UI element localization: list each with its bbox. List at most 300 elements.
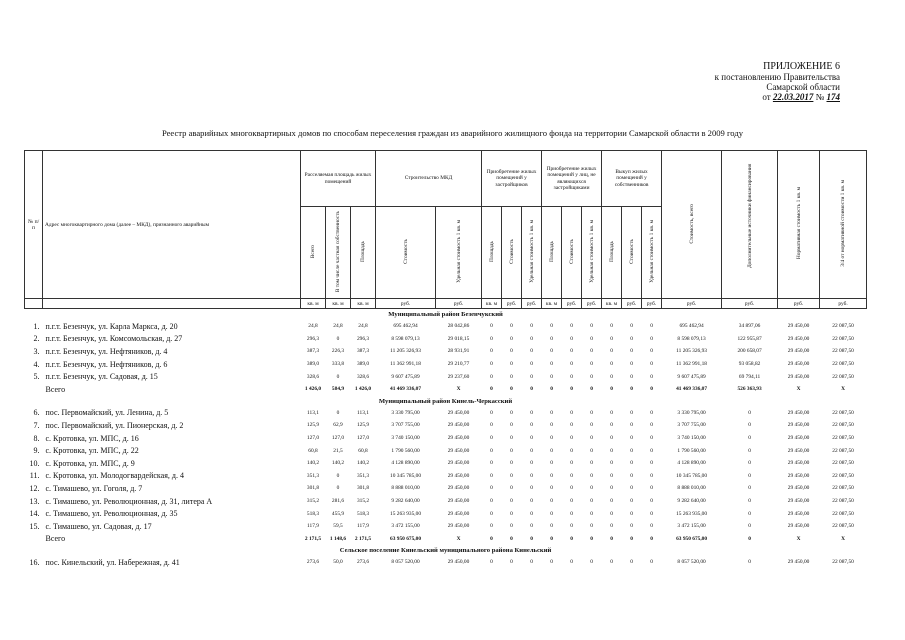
row-number: 8. [33, 433, 40, 443]
total-value: 0 [490, 386, 493, 393]
row-value: 0 [490, 485, 493, 492]
row-value: 0 [570, 498, 573, 505]
row-value: 0 [490, 559, 493, 566]
row-value: 127,0 [356, 435, 370, 442]
row-value: 29 237,60 [447, 373, 470, 380]
header-three-quarter: 3/4 от нормативной стоимости 1 кв. м [820, 151, 867, 299]
row-value: 0 [550, 510, 553, 517]
row-address: пос. Кинельский, ул. Набережная, д. 41 [45, 557, 180, 567]
units-blank [25, 299, 43, 309]
row-value: 0 [510, 435, 513, 442]
unit-cell: руб. [502, 299, 522, 309]
table-row [25, 520, 867, 533]
row-value: 0 [570, 373, 573, 380]
row-value: 127,0 [306, 435, 320, 442]
row-address: с. Кротовка, ул. Молодогвардейская, д. 4 [45, 471, 184, 481]
row-number: 14. [29, 509, 40, 519]
row-number: 2. [33, 334, 40, 344]
header-group-buyout: Выкуп жилых помещений у собственников [602, 151, 662, 207]
row-value: 0 [610, 498, 613, 505]
row-value: 22 087,50 [832, 472, 854, 479]
row-value: 1 790 560,00 [677, 447, 706, 454]
row-value: 0 [550, 335, 553, 342]
total-row [25, 533, 867, 546]
row-value: 29 450,00 [447, 498, 470, 505]
row-value: 8 598 079,13 [677, 335, 706, 342]
row-value: 0 [748, 447, 751, 454]
row-value: 0 [650, 373, 653, 380]
row-value: 9 607 475,89 [391, 373, 420, 380]
row-value: 29 450,00 [787, 447, 810, 454]
row-value: 24,8 [333, 323, 343, 330]
row-value: 29 450,00 [787, 559, 810, 566]
row-value: 11 205 326,93 [676, 348, 707, 355]
units-blank [43, 299, 301, 309]
row-value: 0 [570, 348, 573, 355]
total-value: 584,9 [331, 386, 345, 393]
row-value: 0 [630, 498, 633, 505]
row-value: 22 087,50 [832, 422, 854, 429]
row-value: 0 [550, 447, 553, 454]
unit-cell: руб. [722, 299, 778, 309]
row-value: 0 [630, 472, 633, 479]
row-value: 8 057 520,00 [677, 559, 706, 566]
row-value: 0 [530, 472, 533, 479]
row-value: 117,9 [307, 523, 319, 530]
row-value: 0 [650, 409, 653, 416]
row-value: 0 [590, 323, 593, 330]
row-value: 0 [550, 435, 553, 442]
row-value: 0 [630, 323, 633, 330]
row-value: 0 [570, 559, 573, 566]
row-value: 0 [490, 323, 493, 330]
row-value: 0 [748, 472, 751, 479]
row-value: 0 [510, 472, 513, 479]
row-address: п.г.т. Безенчук, ул. Карла Маркса, д. 20 [45, 321, 178, 331]
row-value: 0 [570, 409, 573, 416]
row-value: 0 [590, 472, 593, 479]
header-norm-cost: Нормативная стоимость 1 кв. м [778, 151, 820, 299]
row-value: 0 [336, 373, 340, 380]
sub-dev-area: Площадь [482, 207, 502, 299]
row-value: 0 [650, 447, 653, 454]
row-value: 0 [650, 523, 653, 530]
row-value: 0 [510, 361, 513, 368]
row-value: 0 [490, 498, 493, 505]
row-value: 0 [490, 409, 493, 416]
row-value: 0 [510, 559, 513, 566]
row-value: 0 [550, 409, 553, 416]
unit-cell: руб. [522, 299, 542, 309]
row-value: 8 057 520,00 [391, 559, 420, 566]
total-value: 0 [570, 386, 573, 393]
row-value: 0 [570, 447, 573, 454]
row-value: 0 [510, 498, 513, 505]
row-value: 0 [336, 472, 340, 479]
unit-cell: руб. [436, 299, 482, 309]
sub-nondev-area: Площадь [542, 207, 562, 299]
table-row [25, 419, 867, 432]
row-value: 0 [610, 447, 613, 454]
row-value: 127,0 [331, 435, 345, 442]
sub-build-unit: Удельная стоимость 1 кв. м [436, 207, 482, 299]
row-value: 0 [570, 323, 573, 330]
row-value: 0 [590, 523, 593, 530]
total-value: 0 [650, 386, 653, 393]
row-value: 0 [590, 422, 593, 429]
row-value: 0 [490, 373, 493, 380]
section-title: Сельское поселение Кинельский муниципального района Кинельский [339, 547, 552, 555]
row-value: 0 [490, 447, 493, 454]
row-value: 0 [630, 435, 633, 442]
document-title: Реестр аварийных многоквартирных домов по способам переселения граждан из аварийного жилищного фонда на территории Самарской области в 2009 году [161, 128, 744, 138]
row-value: 3 330 795,00 [391, 409, 420, 416]
row-value: 22 087,50 [832, 335, 854, 342]
row-value: 59,5 [333, 523, 343, 530]
row-value: 328,6 [356, 373, 370, 380]
row-value: 0 [590, 485, 593, 492]
total-value: 0 [630, 386, 633, 393]
row-value: 28 931,91 [447, 348, 470, 355]
row-value: 0 [530, 323, 533, 330]
table-row [25, 444, 867, 457]
row-value: 11 362 991,18 [390, 361, 421, 368]
row-value: 29 450,00 [447, 523, 470, 530]
header-group-developers: Приобретение жилых помещений у застройщиков [482, 151, 542, 207]
row-value: 0 [550, 559, 553, 566]
row-value: 0 [590, 335, 593, 342]
row-value: 22 087,50 [832, 447, 854, 454]
row-value: 0 [590, 510, 593, 517]
row-value: 0 [610, 361, 613, 368]
table-row [25, 432, 867, 445]
row-value: 296,3 [356, 335, 370, 342]
unit-cell: кв. м [351, 299, 376, 309]
row-value: 22 087,50 [832, 523, 854, 530]
row-address: с. Тимашево, ул. Революционная, д. 31, литера А [45, 496, 213, 506]
row-value: 0 [530, 485, 533, 492]
row-value: 29 450,00 [447, 435, 470, 442]
total-value: 0 [490, 535, 493, 542]
section-header-row [25, 545, 867, 556]
sub-all: Всего [301, 207, 326, 299]
row-value: 0 [610, 335, 613, 342]
appendix-date-line [640, 92, 840, 102]
row-value: 0 [570, 435, 573, 442]
row-value: 29 450,00 [787, 472, 810, 479]
row-value: 0 [530, 460, 533, 467]
row-value: 0 [490, 335, 493, 342]
row-value: 50,0 [333, 559, 343, 566]
row-value: 0 [510, 323, 513, 330]
row-value: 29 450,00 [447, 460, 470, 467]
unit-cell: руб. [778, 299, 820, 309]
unit-cell: руб. [622, 299, 642, 309]
row-value: 22 087,50 [832, 435, 854, 442]
unit-cell: кв. м [482, 299, 502, 309]
total-value: 0 [748, 535, 751, 542]
unit-cell: руб. [376, 299, 436, 309]
row-value: 0 [630, 348, 633, 355]
row-value: 29 450,00 [787, 460, 810, 467]
total-value: 0 [630, 535, 633, 542]
row-value: 0 [490, 422, 493, 429]
total-value: 0 [550, 535, 553, 542]
row-number: 1. [33, 321, 40, 331]
row-value: 11 205 326,93 [390, 348, 421, 355]
row-value: 0 [530, 422, 533, 429]
table-header [25, 151, 867, 309]
row-value: 0 [530, 435, 533, 442]
row-value: 0 [530, 335, 533, 342]
appendix-line-2: Самарской области [766, 82, 840, 92]
row-value: 0 [550, 498, 553, 505]
row-value: 0 [510, 510, 513, 517]
total-value: 2 171,5 [354, 535, 372, 542]
row-value: 0 [630, 559, 633, 566]
total-value: X [841, 535, 846, 542]
row-address: п.г.т. Безенчук, ул. Садовая, д. 15 [45, 372, 158, 382]
row-value: 301,8 [306, 485, 320, 492]
appendix-date: 22.03.2017 [772, 92, 814, 102]
sub-buyout-cost: Стоимость [622, 207, 642, 299]
row-value: 0 [650, 559, 653, 566]
row-value: 0 [550, 348, 553, 355]
row-value: 0 [590, 435, 593, 442]
row-value: 140,2 [306, 460, 320, 467]
row-value: 11 362 991,18 [676, 361, 707, 368]
section-title: Муниципальный район Безенчукский [388, 311, 503, 318]
row-number: 5. [33, 372, 40, 382]
row-value: 29 450,00 [787, 323, 810, 330]
row-value: 0 [590, 498, 593, 505]
row-value: 60,8 [308, 447, 318, 454]
row-value: 0 [550, 361, 553, 368]
unit-cell: руб. [582, 299, 602, 309]
row-value: 29 450,00 [787, 373, 810, 380]
row-value: 0 [570, 460, 573, 467]
row-value: 3 330 795,00 [677, 409, 706, 416]
total-value: 0 [590, 386, 593, 393]
row-value: 22 087,50 [832, 323, 854, 330]
sub-nondev-unit: Удельная стоимость 1 кв. м [582, 207, 602, 299]
appendix-line-1: к постановлению Правительства [714, 72, 840, 82]
row-value: 22 087,50 [832, 409, 854, 416]
row-value: 0 [650, 472, 653, 479]
row-value: 29 450,00 [787, 335, 810, 342]
row-value: 29 018,15 [447, 335, 470, 342]
row-number: 16. [29, 557, 40, 567]
header-num: № п/п [25, 151, 43, 299]
row-value: 0 [650, 460, 653, 467]
row-value: 21,5 [333, 447, 343, 454]
row-value: 0 [490, 348, 493, 355]
row-address: п.г.т. Безенчук, ул. Нефтяников, д. 6 [45, 359, 168, 369]
header-extra-funding: Дополнительные источники финансирования [722, 151, 778, 299]
row-value: 3 740 150,00 [677, 435, 706, 442]
row-value: 695 462,94 [679, 323, 704, 330]
row-value: 351,3 [356, 472, 370, 479]
row-value: 200 658,07 [737, 348, 762, 355]
row-value: 0 [610, 472, 613, 479]
row-value: 125,9 [356, 422, 370, 429]
row-value: 0 [336, 409, 340, 416]
header-group-nondevelopers: Приобретение жилых помещений у лиц, не являющихся застройщиками [542, 151, 602, 207]
row-value: 0 [748, 422, 751, 429]
row-value: 93 058,82 [738, 361, 761, 368]
row-value: 0 [590, 361, 593, 368]
row-value: 22 087,50 [832, 460, 854, 467]
header-group-build: Строительство МКД [376, 151, 482, 207]
row-value: 0 [550, 485, 553, 492]
total-value: 1 426,0 [304, 386, 322, 393]
row-value: 22 087,50 [832, 373, 854, 380]
table-row [25, 333, 867, 346]
row-value: 0 [530, 409, 533, 416]
row-value: 518,3 [306, 510, 320, 517]
row-address: с. Кротовка, ул. МПС, д. 16 [45, 433, 139, 443]
row-value: 0 [650, 498, 653, 505]
row-value: 0 [650, 361, 653, 368]
row-value: 8 598 079,13 [391, 335, 420, 342]
row-value: 29 450,00 [447, 409, 470, 416]
row-value: 0 [490, 460, 493, 467]
row-value: 122 955,87 [737, 335, 762, 342]
total-blank [25, 383, 43, 396]
total-value: 0 [590, 535, 593, 542]
row-value: 0 [610, 485, 613, 492]
row-value: 29 450,00 [447, 510, 470, 517]
row-value: 389,0 [356, 361, 370, 368]
row-value: 29 450,00 [787, 422, 810, 429]
row-value: 0 [570, 422, 573, 429]
row-value: 24,8 [358, 323, 368, 330]
row-value: 0 [650, 510, 653, 517]
total-value: X [796, 386, 801, 393]
row-value: 29 450,00 [447, 485, 470, 492]
row-value: 0 [630, 447, 633, 454]
row-value: 0 [510, 447, 513, 454]
row-value: 0 [748, 510, 751, 517]
sub-build-area: Площадь [351, 207, 376, 299]
row-value: 389,0 [306, 361, 320, 368]
row-value: 0 [530, 447, 533, 454]
registry-table [24, 150, 867, 569]
units-row [25, 299, 867, 309]
row-value: 60,8 [358, 447, 368, 454]
table-row [25, 507, 867, 520]
row-value: 315,2 [356, 498, 370, 505]
row-value: 0 [490, 523, 493, 530]
row-value: 0 [530, 348, 533, 355]
row-value: 29 450,00 [447, 447, 470, 454]
row-value: 695 462,94 [393, 323, 418, 330]
row-value: 0 [550, 523, 553, 530]
row-value: 0 [630, 460, 633, 467]
row-value: 0 [510, 460, 513, 467]
row-value: 10 345 785,00 [676, 472, 708, 479]
row-number: 15. [29, 521, 40, 531]
row-value: 0 [590, 460, 593, 467]
row-value: 0 [550, 373, 553, 380]
total-value: 0 [530, 535, 533, 542]
row-value: 0 [570, 485, 573, 492]
row-value: 0 [748, 435, 751, 442]
total-value: 41 469 336,07 [390, 386, 422, 393]
row-value: 0 [550, 472, 553, 479]
row-value: 0 [748, 498, 751, 505]
row-value: 0 [550, 422, 553, 429]
row-value: 0 [590, 373, 593, 380]
row-value: 29 450,00 [447, 472, 470, 479]
row-value: 0 [510, 422, 513, 429]
row-value: 113,1 [357, 409, 369, 416]
row-number: 4. [33, 359, 40, 369]
row-value: 296,3 [306, 335, 320, 342]
row-value: 0 [610, 348, 613, 355]
row-value: 117,9 [357, 523, 369, 530]
total-value: X [841, 386, 846, 393]
row-address: п.г.т. Безенчук, ул. Комсомольская, д. 27 [45, 334, 183, 344]
row-value: 0 [610, 323, 613, 330]
unit-cell: кв. м [301, 299, 326, 309]
row-value: 24,8 [308, 323, 318, 330]
row-value: 351,3 [306, 472, 320, 479]
total-value: X [456, 535, 461, 542]
unit-cell: кв. м [602, 299, 622, 309]
row-value: 15 263 935,00 [676, 510, 708, 517]
row-value: 315,2 [306, 498, 320, 505]
row-value: 0 [610, 409, 613, 416]
row-value: 29 450,00 [787, 510, 810, 517]
row-value: 1 790 560,00 [391, 447, 420, 454]
row-value: 0 [630, 373, 633, 380]
row-value: 22 087,50 [832, 498, 854, 505]
row-value: 9 282 640,00 [391, 498, 420, 505]
row-value: 273,6 [356, 559, 370, 566]
row-value: 0 [570, 361, 573, 368]
total-blank [25, 533, 43, 546]
row-value: 29 450,00 [787, 435, 810, 442]
row-number: 10. [29, 458, 40, 468]
total-value: 63 950 675,00 [676, 535, 708, 542]
row-value: 0 [630, 523, 633, 530]
row-value: 0 [530, 510, 533, 517]
row-value: 9 607 475,89 [677, 373, 706, 380]
row-value: 0 [630, 335, 633, 342]
row-number: 6. [33, 408, 40, 418]
row-value: 22 087,50 [832, 485, 854, 492]
unit-cell: руб. [820, 299, 867, 309]
row-value: 273,6 [306, 559, 320, 566]
row-value: 0 [530, 373, 533, 380]
row-value: 3 472 155,00 [677, 523, 706, 530]
row-value: 0 [530, 523, 533, 530]
row-value: 15 263 935,00 [390, 510, 422, 517]
total-value: 526 363,93 [737, 386, 762, 393]
row-value: 0 [490, 361, 493, 368]
unit-cell: кв. м [326, 299, 351, 309]
row-value: 0 [510, 409, 513, 416]
row-value: 0 [748, 485, 751, 492]
row-value: 29 450,00 [447, 422, 470, 429]
appendix-block [640, 62, 840, 102]
row-value: 4 128 890,00 [677, 460, 706, 467]
row-address: с. Кротовка, ул. МПС, д. 22 [45, 446, 139, 456]
row-value: 0 [630, 485, 633, 492]
table-row [25, 470, 867, 483]
section-header-row [25, 396, 867, 407]
